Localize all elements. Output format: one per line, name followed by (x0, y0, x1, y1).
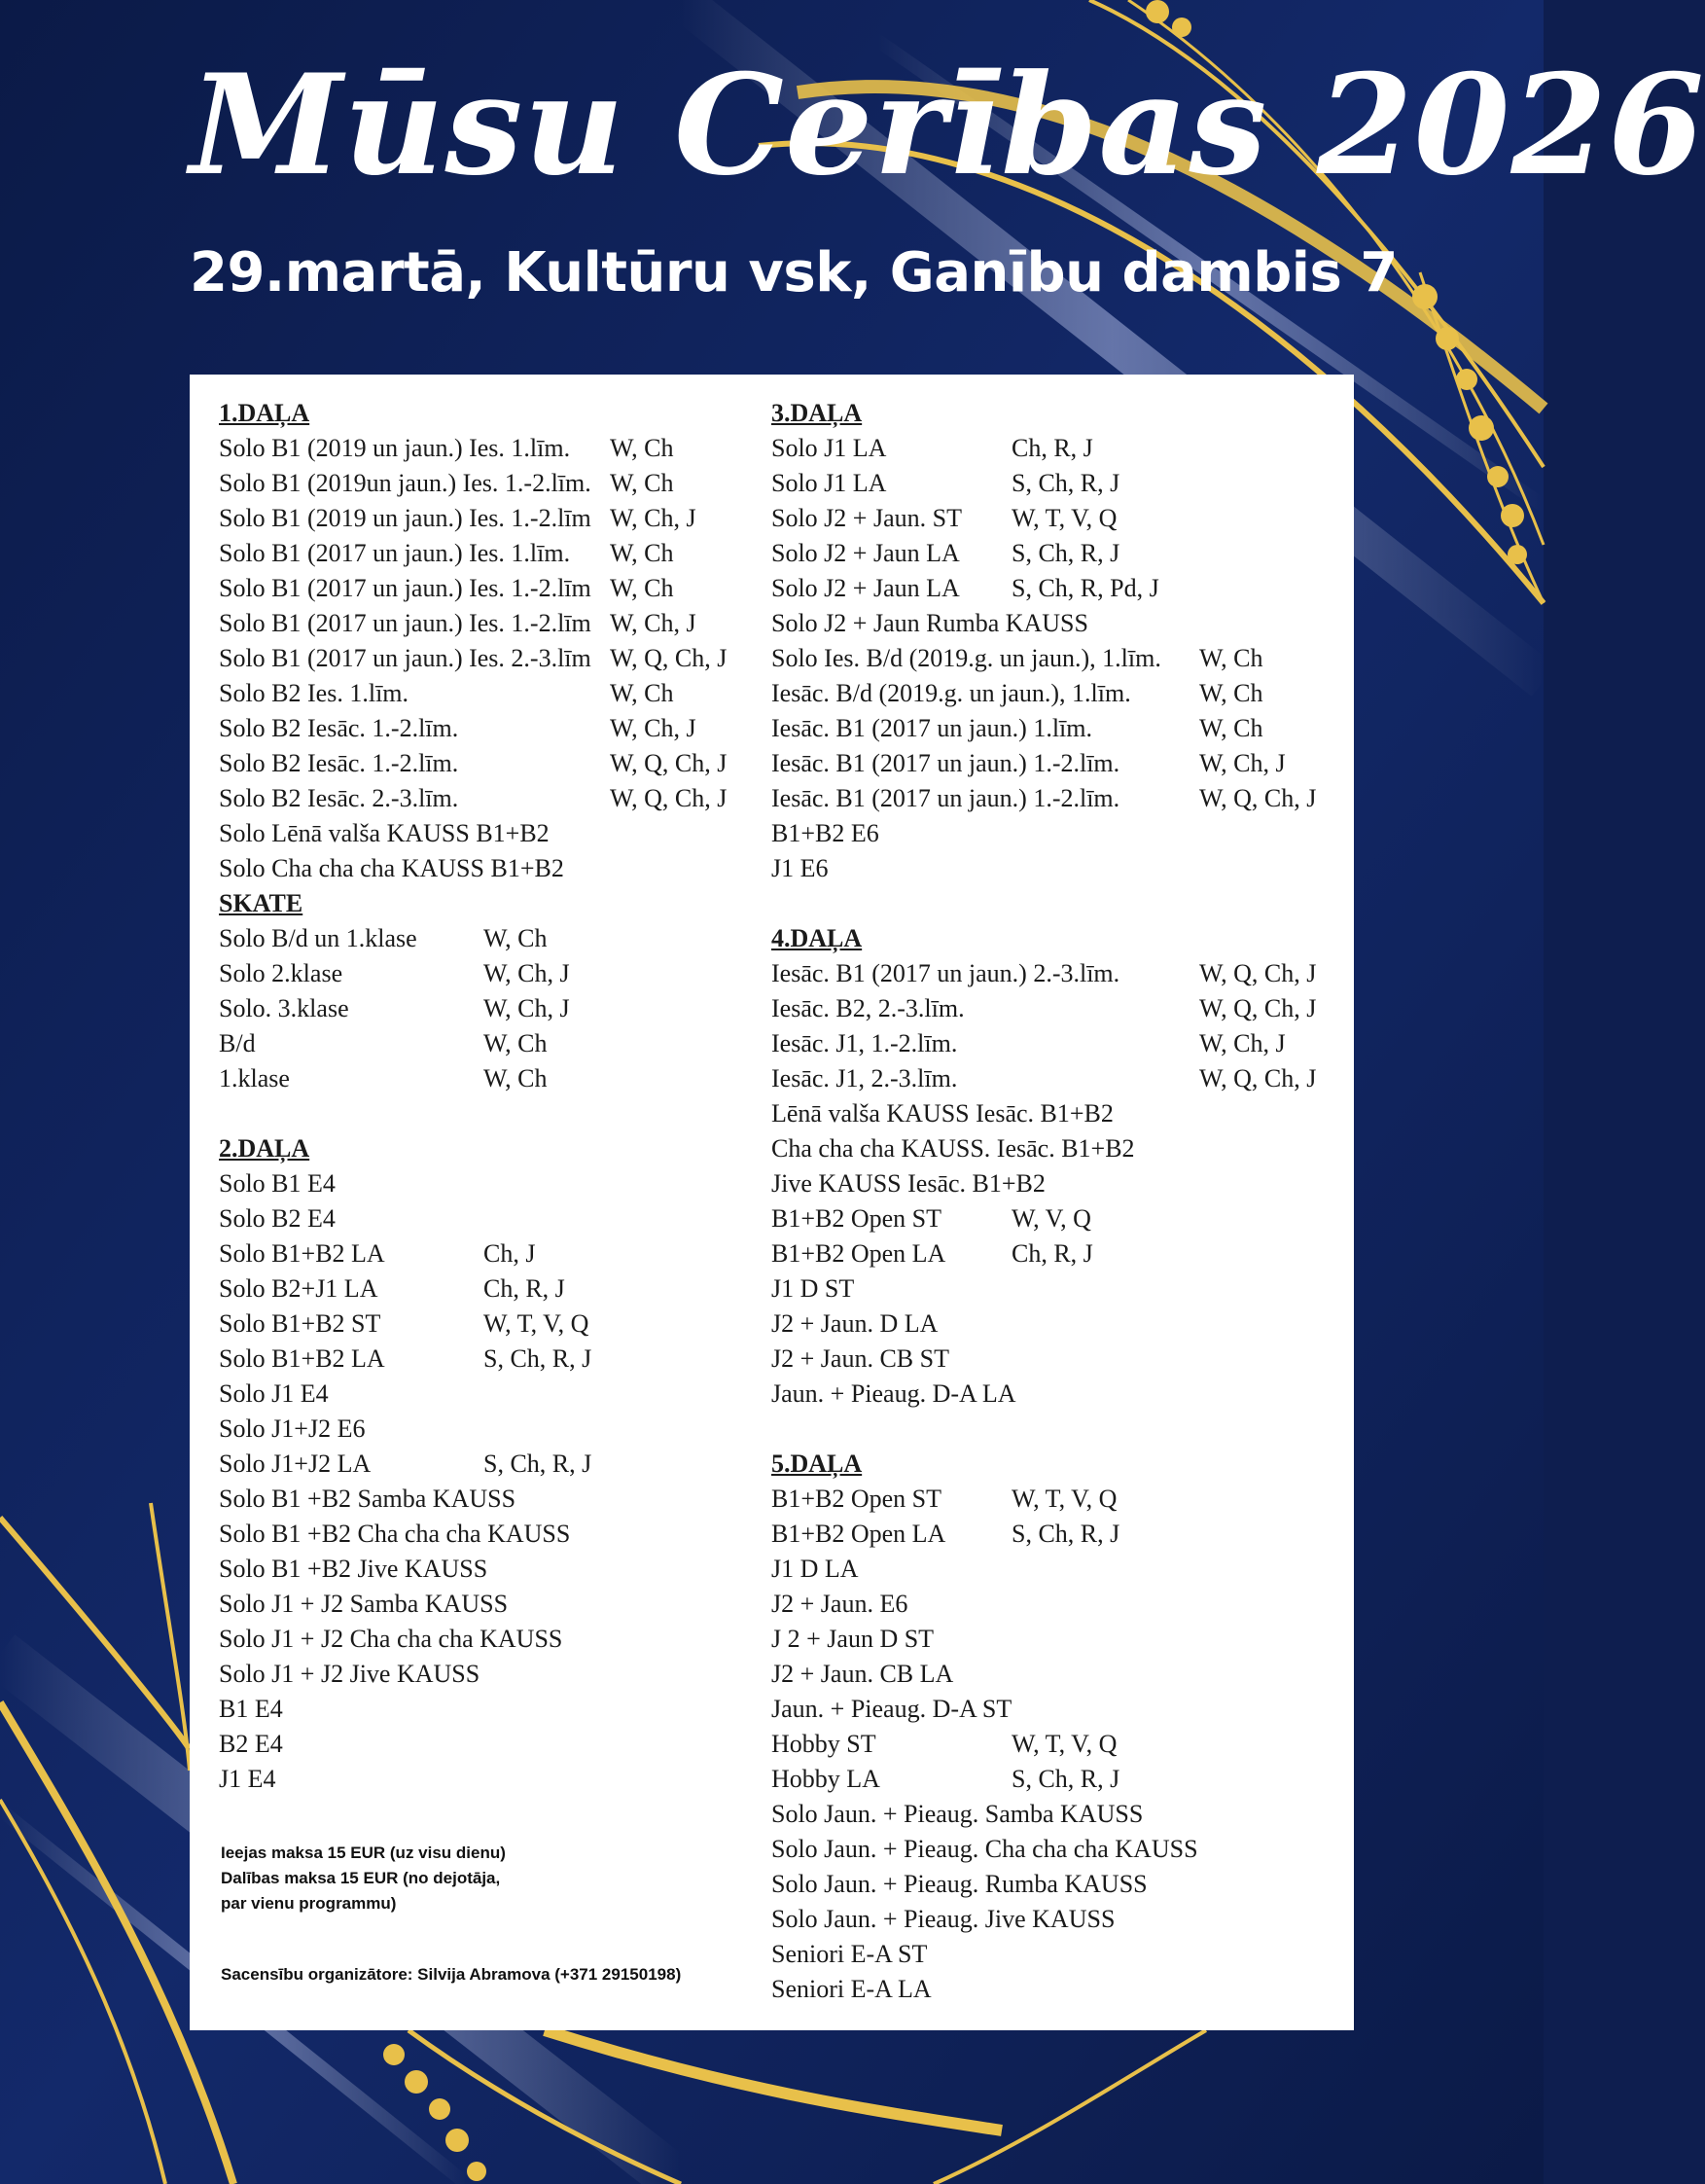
dances-label: W, Ch (483, 1064, 548, 1092)
category-label: Solo J2 + Jaun LA (771, 574, 960, 602)
category-label: Hobby ST (771, 1730, 876, 1758)
program-row (219, 1727, 749, 1762)
dances-label: W, Ch, J (1199, 1029, 1286, 1057)
program-row (771, 606, 1345, 641)
dances-label: W, Ch, J (483, 959, 570, 987)
program-row (771, 1902, 1345, 1937)
dances-label: W, V, Q (1012, 1204, 1091, 1233)
program-row (219, 1587, 749, 1622)
dances-label: S, Ch, R, J (1012, 469, 1120, 497)
dances-label: S, Ch, R, J (1012, 1765, 1120, 1793)
program-row (771, 1096, 1345, 1131)
program-row (771, 1061, 1345, 1096)
category-label: Solo B1 (2017 un jaun.) Ies. 1.-2.līm (219, 574, 591, 602)
program-row (771, 501, 1345, 536)
entry-fee-line: Ieejas maksa 15 EUR (uz visu dienu) (221, 1844, 506, 1862)
dances-label: W, T, V, Q (1012, 1730, 1118, 1758)
dances-label: W, Ch (610, 539, 674, 567)
category-label: J2 + Jaun. CB LA (771, 1660, 954, 1688)
dances-label: W, Ch, J (610, 714, 696, 742)
category-label: Solo Jaun. + Pieaug. Jive KAUSS (771, 1905, 1116, 1933)
program-row (219, 571, 749, 606)
program-row (771, 1201, 1345, 1236)
category-label: Hobby LA (771, 1765, 880, 1793)
program-row (219, 466, 749, 501)
dances-label: W, Ch, J (483, 994, 570, 1022)
category-label: Solo B2 Ies. 1.līm. (219, 679, 409, 707)
dances-label: Ch, R, J (483, 1274, 565, 1303)
program-row (771, 1377, 1345, 1412)
category-label: Jaun. + Pieaug. D-A LA (771, 1379, 1016, 1408)
left-program-column (219, 396, 749, 1797)
dances-label: W, Ch (483, 1029, 548, 1057)
program-row (771, 1727, 1345, 1762)
program-row (771, 1762, 1345, 1797)
category-label: J1 D ST (771, 1274, 855, 1303)
category-label: 1.klase (219, 1064, 290, 1092)
category-label: B1+B2 E6 (771, 819, 879, 847)
category-label: J1 E4 (219, 1765, 276, 1793)
program-row (771, 1937, 1345, 1972)
category-label: Solo B2 Iesāc. 1.-2.līm. (219, 749, 459, 777)
program-row (219, 991, 749, 1026)
program-row (219, 1236, 749, 1271)
program-row (771, 781, 1345, 816)
dances-label: W, T, V, Q (1012, 504, 1118, 532)
program-row (219, 1377, 749, 1412)
dances-label: S, Ch, R, J (1012, 539, 1120, 567)
dances-label: W, Q, Ch, J (610, 644, 728, 672)
category-label: B2 E4 (219, 1730, 283, 1758)
dances-label: W, Ch (610, 434, 674, 462)
category-label: B1+B2 Open LA (771, 1520, 946, 1548)
category-label: Solo Lēnā valša KAUSS B1+B2 (219, 819, 550, 847)
program-row (771, 571, 1345, 606)
program-row (219, 1307, 749, 1342)
program-row (219, 1061, 749, 1096)
program-panel (190, 375, 1354, 2030)
dances-label: W, Ch, J (610, 504, 696, 532)
program-row (771, 641, 1345, 676)
program-row (771, 851, 1345, 886)
category-label: Solo J1 + J2 Samba KAUSS (219, 1590, 509, 1618)
dances-label: W, Ch (1199, 679, 1263, 707)
category-label: J2 + Jaun. D LA (771, 1309, 939, 1338)
category-label: Iesāc. B1 (2017 un jaun.) 1.-2.līm. (771, 784, 1120, 812)
program-row (771, 1271, 1345, 1307)
section-header: 4.DAĻA (771, 924, 863, 952)
program-row (219, 1552, 749, 1587)
category-label: Lēnā valša KAUSS Iesāc. B1+B2 (771, 1099, 1114, 1128)
program-row (219, 781, 749, 816)
section-header: 3.DAĻA (771, 399, 863, 427)
dances-label: W, Ch (610, 469, 674, 497)
participation-fee-line-2: par vienu programmu) (221, 1894, 397, 1913)
category-label: Jaun. + Pieaug. D-A ST (771, 1695, 1012, 1723)
section-header: 1.DAĻA (219, 399, 310, 427)
category-label: Solo J1 + J2 Jive KAUSS (219, 1660, 480, 1688)
category-label: Solo J1 E4 (219, 1379, 329, 1408)
category-label: Solo Ies. B/d (2019.g. un jaun.), 1.līm. (771, 644, 1161, 672)
dances-label: W, T, V, Q (1012, 1485, 1118, 1513)
category-label: Solo J1 LA (771, 434, 887, 462)
spacer (219, 1096, 749, 1131)
program-row (771, 1342, 1345, 1377)
program-row (219, 606, 749, 641)
category-label: Solo B1 E4 (219, 1169, 336, 1198)
category-label: J 2 + Jaun D ST (771, 1625, 935, 1653)
category-label: Solo B1 +B2 Cha cha cha KAUSS (219, 1520, 571, 1548)
poster-title: Mūsu Cerības 2026 (190, 45, 1705, 206)
program-row (771, 1026, 1345, 1061)
dances-label: Ch, J (483, 1239, 536, 1268)
category-label: Iesāc. B2, 2.-3.līm. (771, 994, 965, 1022)
dances-label: W, Ch (1199, 644, 1263, 672)
program-row (771, 1867, 1345, 1902)
category-label: Cha cha cha KAUSS. Iesāc. B1+B2 (771, 1134, 1135, 1163)
program-row (771, 1972, 1345, 2007)
category-label: Solo J1 LA (771, 469, 887, 497)
program-row (219, 1762, 749, 1797)
category-label: Seniori E-A ST (771, 1940, 928, 1968)
program-row (771, 1797, 1345, 1832)
spacer (771, 886, 1345, 921)
dances-label: S, Ch, R, Pd, J (1012, 574, 1159, 602)
category-label: Solo J1+J2 LA (219, 1450, 372, 1478)
category-label: Solo J2 + Jaun LA (771, 539, 960, 567)
program-row (219, 1026, 749, 1061)
dances-label: W, Q, Ch, J (1199, 959, 1317, 987)
program-row (219, 816, 749, 851)
program-row (219, 1342, 749, 1377)
category-label: Solo. 3.klase (219, 994, 349, 1022)
category-label: B1+B2 Open LA (771, 1239, 946, 1268)
category-label: Solo B1 (2019 un jaun.) Ies. 1.-2.līm (219, 504, 591, 532)
dances-label: W, Q, Ch, J (1199, 1064, 1317, 1092)
program-row (771, 711, 1345, 746)
category-label: J2 + Jaun. E6 (771, 1590, 908, 1618)
dances-label: S, Ch, R, J (483, 1344, 592, 1373)
program-row (219, 1482, 749, 1517)
program-row (771, 1236, 1345, 1271)
program-row (771, 1587, 1345, 1622)
dances-label: W, Ch, J (1199, 749, 1286, 777)
spacer (771, 1412, 1345, 1447)
category-label: Iesāc. B1 (2017 un jaun.) 1.līm. (771, 714, 1092, 742)
dances-label: W, Ch, J (610, 609, 696, 637)
category-label: Iesāc. B1 (2017 un jaun.) 1.-2.līm. (771, 749, 1120, 777)
dances-label: W, Q, Ch, J (1199, 994, 1317, 1022)
dances-label: W, Ch (483, 924, 548, 952)
category-label: Iesāc. B1 (2017 un jaun.) 2.-3.līm. (771, 959, 1120, 987)
dances-label: W, Q, Ch, J (610, 749, 728, 777)
program-row (219, 1271, 749, 1307)
program-row (219, 1412, 749, 1447)
program-row (219, 1622, 749, 1657)
dances-label: W, Q, Ch, J (1199, 784, 1317, 812)
dances-label: W, T, V, Q (483, 1309, 589, 1338)
program-row (771, 1482, 1345, 1517)
program-row (771, 816, 1345, 851)
section-header: 5.DAĻA (771, 1450, 863, 1478)
program-row (219, 1692, 749, 1727)
program-row (771, 1552, 1345, 1587)
category-label: Solo Jaun. + Pieaug. Cha cha cha KAUSS (771, 1835, 1198, 1863)
category-label: Solo B1+B2 LA (219, 1239, 385, 1268)
dances-label: Ch, R, J (1012, 434, 1093, 462)
poster-subtitle: 29.martā, Kultūru vsk, Ganību dambis 7 (190, 241, 1398, 304)
program-row (771, 431, 1345, 466)
category-label: Solo B1+B2 LA (219, 1344, 385, 1373)
program-row (771, 1131, 1345, 1166)
category-label: Solo Jaun. + Pieaug. Samba KAUSS (771, 1800, 1144, 1828)
category-label: J2 + Jaun. CB ST (771, 1344, 949, 1373)
section-header: SKATE (219, 889, 303, 917)
program-row (771, 1166, 1345, 1201)
program-row (219, 1447, 749, 1482)
category-label: B1 E4 (219, 1695, 283, 1723)
category-label: Solo B/d un 1.klase (219, 924, 417, 952)
dances-label: Ch, R, J (1012, 1239, 1093, 1268)
program-row (771, 746, 1345, 781)
program-row (219, 641, 749, 676)
program-row (771, 1657, 1345, 1692)
dances-label: S, Ch, R, J (483, 1450, 592, 1478)
dances-label: W, Q, Ch, J (610, 784, 728, 812)
dances-label: W, Ch (610, 574, 674, 602)
program-row (219, 1201, 749, 1236)
program-row (771, 466, 1345, 501)
category-label: Solo B2+J1 LA (219, 1274, 378, 1303)
category-label: Solo B1 (2017 un jaun.) Ies. 1.līm. (219, 539, 571, 567)
category-label: Jive KAUSS Iesāc. B1+B2 (771, 1169, 1046, 1198)
category-label: Iesāc. J1, 1.-2.līm. (771, 1029, 958, 1057)
section-header: 2.DAĻA (219, 1134, 310, 1163)
program-row (771, 1622, 1345, 1657)
program-row (771, 1517, 1345, 1552)
category-label: Solo J1+J2 E6 (219, 1414, 366, 1443)
category-label: Solo B1+B2 ST (219, 1309, 381, 1338)
category-label: B/d (219, 1029, 256, 1057)
category-label: Solo B2 Iesāc. 2.-3.līm. (219, 784, 459, 812)
category-label: Solo B1 (2019 un jaun.) Ies. 1.līm. (219, 434, 571, 462)
program-row (219, 1657, 749, 1692)
program-row (219, 676, 749, 711)
program-row (771, 1832, 1345, 1867)
program-row (771, 1692, 1345, 1727)
category-label: J1 E6 (771, 854, 829, 882)
category-label: Iesāc. J1, 2.-3.līm. (771, 1064, 958, 1092)
program-row (771, 536, 1345, 571)
category-label: Solo B1 +B2 Jive KAUSS (219, 1555, 488, 1583)
category-label: Solo B2 E4 (219, 1204, 336, 1233)
category-label: Solo B1 (2017 un jaun.) Ies. 1.-2.līm (219, 609, 591, 637)
program-row (771, 1307, 1345, 1342)
program-row (771, 956, 1345, 991)
category-label: Solo Jaun. + Pieaug. Rumba KAUSS (771, 1870, 1148, 1898)
category-label: Solo B2 Iesāc. 1.-2.līm. (219, 714, 459, 742)
program-row (219, 501, 749, 536)
category-label: Solo B1 (2017 un jaun.) Ies. 2.-3.līm (219, 644, 591, 672)
category-label: Solo J2 + Jaun. ST (771, 504, 962, 532)
category-label: Solo J1 + J2 Cha cha cha KAUSS (219, 1625, 563, 1653)
program-row (219, 1517, 749, 1552)
category-label: Seniori E-A LA (771, 1975, 932, 2003)
dances-label: S, Ch, R, J (1012, 1520, 1120, 1548)
program-row (219, 431, 749, 466)
program-row (771, 991, 1345, 1026)
category-label: B1+B2 Open ST (771, 1204, 942, 1233)
category-label: Solo 2.klase (219, 959, 343, 987)
program-row (219, 921, 749, 956)
category-label: Solo B1 +B2 Samba KAUSS (219, 1485, 516, 1513)
category-label: Solo J2 + Jaun Rumba KAUSS (771, 609, 1088, 637)
participation-fee-line: Dalības maksa 15 EUR (no dejotāja, (221, 1869, 501, 1887)
category-label: J1 D LA (771, 1555, 859, 1583)
category-label: Solo B1 (2019un jaun.) Ies. 1.-2.līm. (219, 469, 591, 497)
category-label: Solo Cha cha cha KAUSS B1+B2 (219, 854, 564, 882)
program-row (219, 711, 749, 746)
right-program-column (771, 396, 1345, 2007)
program-row (771, 676, 1345, 711)
program-row (219, 746, 749, 781)
category-label: B1+B2 Open ST (771, 1485, 942, 1513)
dances-label: W, Ch (1199, 714, 1263, 742)
category-label: Iesāc. B/d (2019.g. un jaun.), 1.līm. (771, 679, 1131, 707)
program-row (219, 536, 749, 571)
dances-label: W, Ch (610, 679, 674, 707)
program-row (219, 851, 749, 886)
organizer-contact: Sacensību organizātore: Silvija Abramova (+371 29150198) (221, 1965, 682, 1984)
program-row (219, 1166, 749, 1201)
program-row (219, 956, 749, 991)
